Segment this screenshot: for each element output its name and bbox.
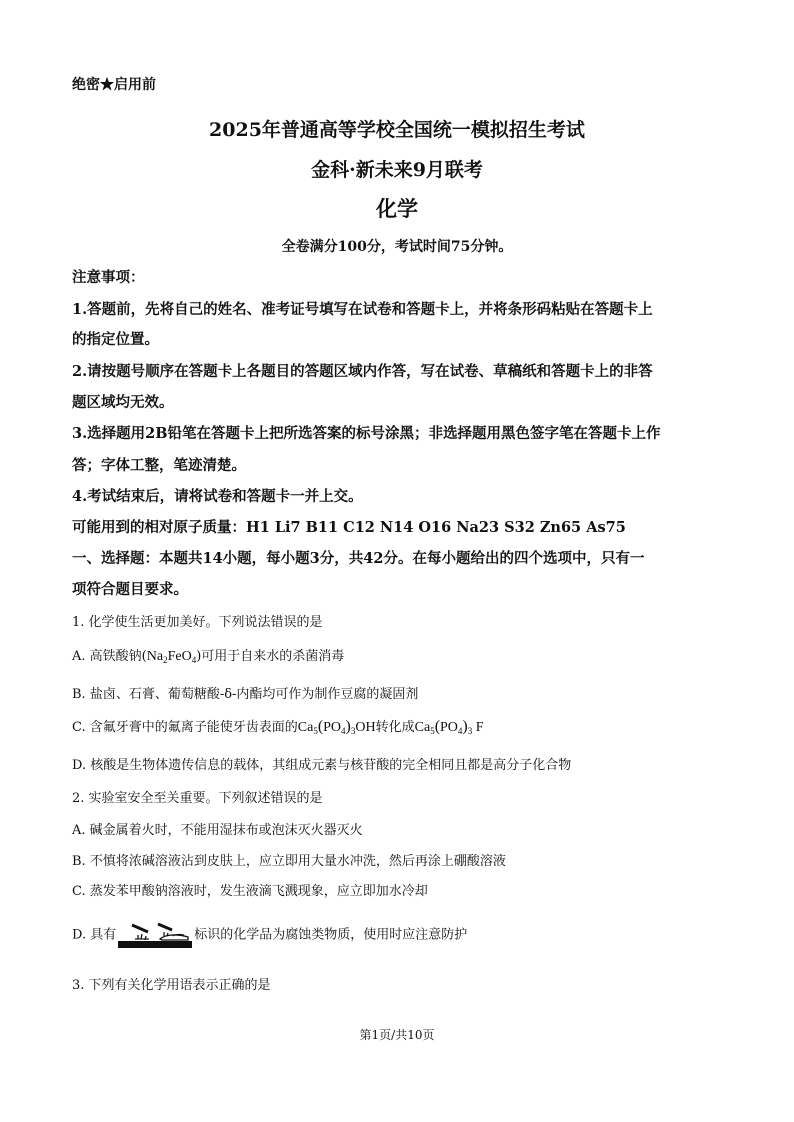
notice-item-2-line-1: 2.请按题号顺序在答题卡上各题目的答题区域内作答，写在试卷、草稿纸和答题卡上的非答 — [72, 363, 653, 380]
notice-item-2-line-2: 题区域均无效。 — [72, 394, 174, 411]
q1-c-formula-hydroxyapatite: $Ca_5(PO_4)_3OH$ — [297, 718, 376, 736]
q2-option-d — [72, 922, 467, 948]
atomic-masses-line: 可能用到的相对原子质量：H1 Li7 B11 C12 N14 O16 Na23 S32 Zn65 As75 — [72, 519, 626, 536]
q1-option-c — [72, 716, 484, 736]
exam-title: 2025年普通高等学校全国统一模拟招生考试 — [209, 119, 585, 141]
exam-subtitle: 金科·新未来9月联考 — [311, 159, 483, 181]
subject-title: 化学 — [376, 196, 418, 221]
q2-stem: 2. 实验室安全至关重要。下列叙述错误的是 — [72, 791, 323, 806]
notice-item-1-line-2: 的指定位置。 — [72, 331, 159, 348]
q1-stem: 1. 化学使生活更加美好。下列说法错误的是 — [72, 615, 323, 630]
q1-c-text-pre: C. 含氟牙膏中的氟离子能使牙齿表面的 — [72, 720, 298, 735]
q1-option-a — [72, 645, 344, 665]
secret-label: 绝密★启用前 — [72, 77, 156, 93]
notice-item-4: 4.考试结束后，请将试卷和答题卡一并上交。 — [72, 488, 363, 505]
notice-item-1-line-1: 1.答题前，先将自己的姓名、准考证号填写在试卷和答题卡上，并将条形码粘贴在答题卡上 — [72, 301, 653, 318]
section-heading-line-1: 一、选择题：本题共14小题，每小题3分，共42分。在每小题给出的四个选项中，只有一 — [72, 550, 645, 567]
q2-d-text-post: 标识的化学品为腐蚀类物质，使用时应注意防护 — [194, 927, 468, 943]
q2-option-a: A. 碱金属着火时，不能用湿抹布或泡沫灭火器灭火 — [72, 823, 363, 838]
q2-option-c: C. 蒸发苯甲酸钠溶液时，发生液滴飞溅现象，应立即加水冷却 — [72, 884, 428, 899]
q1-option-b: B. 盐卤、石膏、葡萄糖酸-δ-内酯均可作为制作豆腐的凝固剂 — [72, 687, 419, 702]
q1-c-text-mid: 转化成 — [375, 720, 415, 735]
corrosive-hazard-icon — [118, 922, 192, 948]
notice-item-3-line-1: 3.选择题用2B铅笔在答题卡上把所选答案的标号涂黑；非选择题用黑色签字笔在答题卡上作 — [72, 425, 661, 442]
notice-item-3-line-2: 答；字体工整，笔迹清楚。 — [72, 457, 246, 474]
q3-stem: 3. 下列有关化学用语表示正确的是 — [72, 978, 271, 993]
notice-heading: 注意事项： — [72, 269, 145, 286]
q1-a-text-pre: A. 高铁酸钠( — [72, 649, 147, 664]
section-heading-line-2: 项符合题目要求。 — [72, 581, 188, 598]
page-number: 第1页/共10页 — [359, 1028, 435, 1042]
q1-option-d: D. 核酸是生物体遗传信息的载体，其组成元素与核苷酸的完全相同且都是高分子化合物 — [72, 758, 572, 773]
score-time-line: 全卷满分100分，考试时间75分钟。 — [281, 239, 513, 255]
q2-d-text-pre: D. 具有 — [72, 927, 117, 943]
q1-a-formula: $Na_2FeO_4$ — [146, 649, 197, 665]
q1-a-text-post: )可用于自来水的杀菌消毒 — [196, 649, 345, 664]
q2-option-b: B. 不慎将浓碱溶液沾到皮肤上，应立即用大量水冲洗，然后再涂上硼酸溶液 — [72, 854, 506, 869]
q1-c-formula-fluorapatite: $Ca_5(PO_4)_3$ F — [414, 718, 484, 736]
